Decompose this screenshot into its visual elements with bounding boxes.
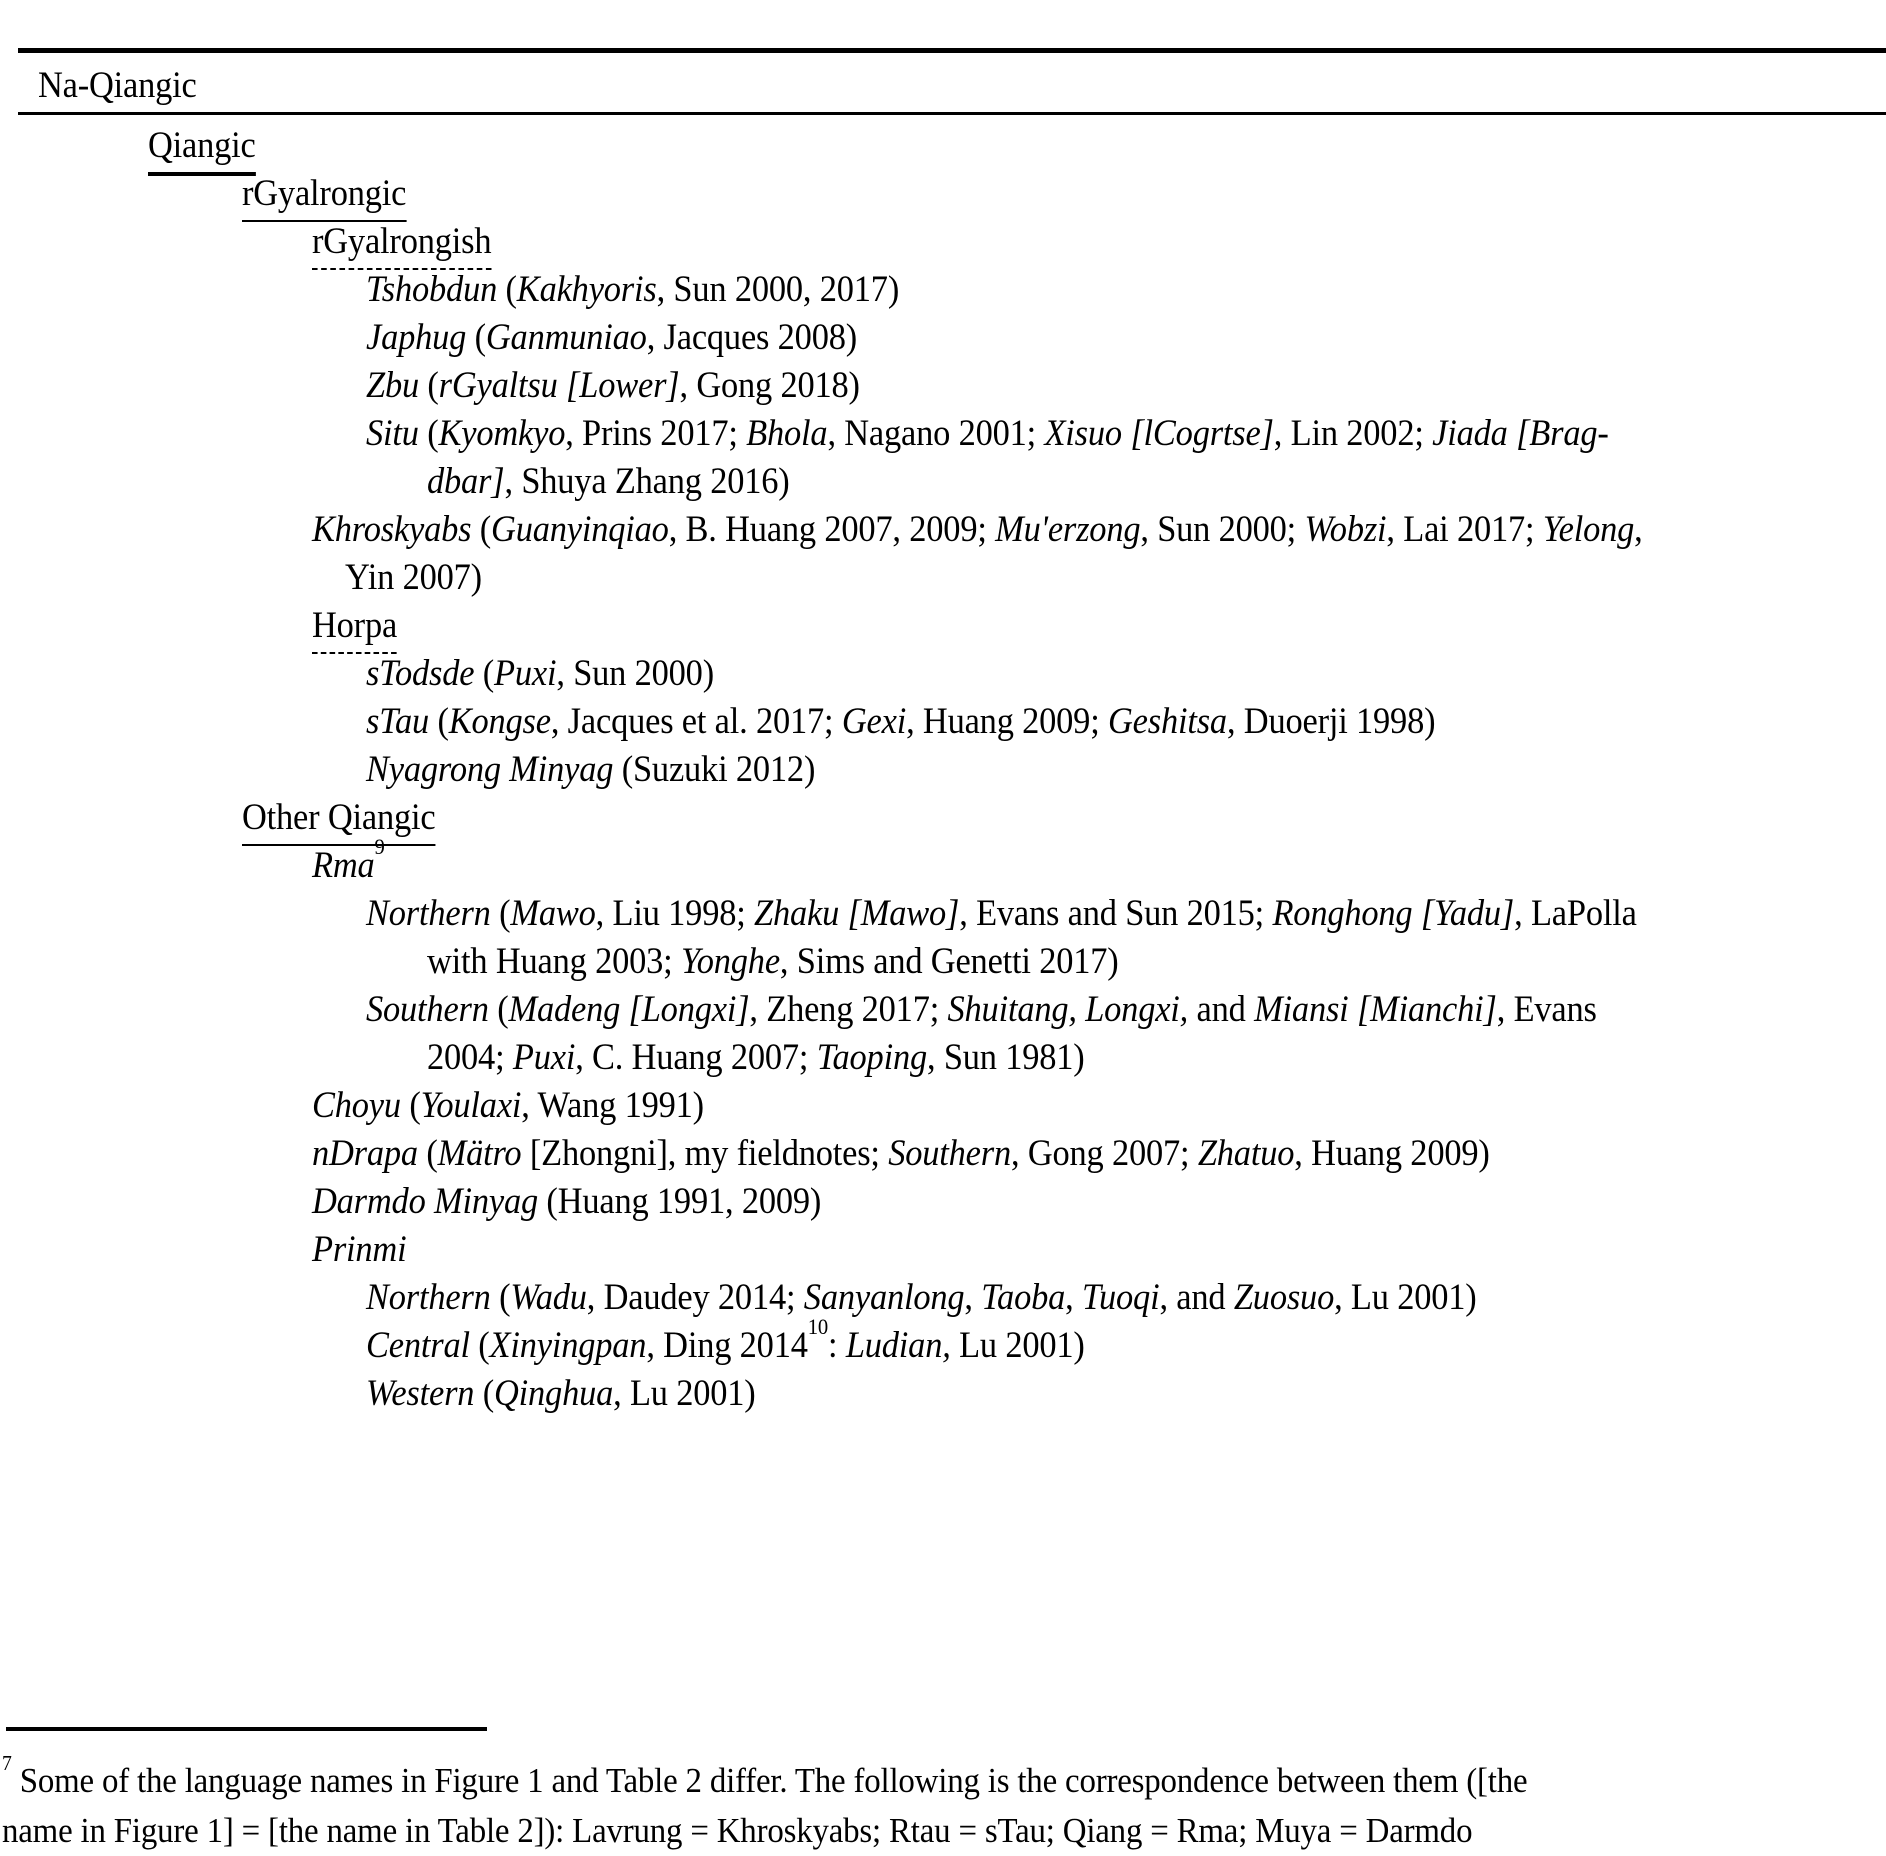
tree-row-group-other-qiangic <box>0 794 1886 842</box>
language-name: rGyaltsu [Lower] <box>438 365 680 406</box>
source-text: , <box>964 1277 982 1318</box>
language-name: Southern <box>888 1133 1011 1174</box>
tree-row-lang-nyagrong-minyag <box>0 746 1886 794</box>
source-text: , Huang 2009) <box>1294 1133 1490 1174</box>
language-name: Mawo <box>510 893 596 934</box>
source-text: , Nagano 2001; <box>827 413 1045 454</box>
tree-row-lang-khroskyabs-continuation <box>0 554 1886 602</box>
footnote-text <box>2 1750 1528 1806</box>
tree-row-text <box>366 698 1435 746</box>
language-name: Youlaxi <box>420 1085 522 1126</box>
group-heading <box>148 122 256 176</box>
language-name: Khroskyabs <box>312 509 472 550</box>
tree-row-lang-khroskyabs <box>0 506 1886 554</box>
source-text: , Shuya Zhang 2016) <box>504 461 790 502</box>
language-name: Miansi [Mianchi] <box>1254 989 1497 1030</box>
language-name: dbar] <box>427 461 505 502</box>
tree-row-text <box>366 890 1637 938</box>
tree-row-group-rgyalrongish <box>0 218 1886 266</box>
source-text: rGyalrongic <box>242 173 407 214</box>
language-name: Nyagrong Minyag <box>366 749 614 790</box>
language-name: Mu'erzong <box>995 509 1141 550</box>
group-heading <box>312 602 397 654</box>
source-text: , B. Huang 2007, 2009; <box>668 509 996 550</box>
source-text: with Huang 2003; <box>427 941 681 982</box>
language-name: Gexi <box>841 701 907 742</box>
source-text: , Ding 2014 <box>646 1325 808 1366</box>
source-text: ( <box>418 365 439 406</box>
source-text: Some of the language names in Figure 1 and Table 2 differ. The following is the correspondence between them ([the <box>11 1761 1528 1800</box>
language-name: Xisuo [lCogrtse] <box>1044 413 1274 454</box>
language-name: Wadu <box>510 1277 587 1318</box>
tree-row-group-rgyalrongic <box>0 170 1886 218</box>
tree-row-text <box>312 1226 406 1274</box>
source-text: ( <box>400 1085 421 1126</box>
tree-row-lang-situ-continuation <box>0 458 1886 506</box>
tree-row-lang-prinmi-western <box>0 1370 1886 1418</box>
tree-row-text <box>427 1034 1085 1082</box>
tree-row-lang-prinmi-northern <box>0 1274 1886 1322</box>
language-name: Northern <box>366 893 491 934</box>
source-text: , Sims and Genetti 2017) <box>779 941 1119 982</box>
source-text: , Lin 2002; <box>1273 413 1433 454</box>
source-text: (Suzuki 2012) <box>613 749 816 790</box>
tree-row-lang-rma-southern <box>0 986 1886 1034</box>
language-name: Zhaku [Mawo] <box>754 893 960 934</box>
language-name: Southern <box>366 989 489 1030</box>
footnote-7-line-1 <box>2 1750 1886 1806</box>
footnotes-block <box>2 1750 1886 1856</box>
source-text: ( <box>474 1373 494 1414</box>
source-text: ( <box>490 1277 511 1318</box>
source-text: ( <box>418 413 439 454</box>
tree-row-lang-rma-southern-continuation <box>0 1034 1886 1082</box>
source-text: , Sun 2000) <box>556 653 714 694</box>
source-text: Na-Qiangic <box>38 65 197 106</box>
language-name: Ronghong [Yadu] <box>1272 893 1515 934</box>
tree-row-group-qiangic <box>0 122 1886 170</box>
language-name: Choyu <box>312 1085 401 1126</box>
tree-row-text <box>366 410 1609 458</box>
language-name: Puxi <box>512 1037 576 1078</box>
source-text: , Lu 2001) <box>613 1373 756 1414</box>
source-text: [Zhongni], my fieldnotes; <box>521 1133 889 1174</box>
source-text: and <box>1188 989 1255 1030</box>
tree-row-text <box>345 554 482 602</box>
language-name: Wobzi <box>1304 509 1387 550</box>
language-name: Puxi <box>494 653 557 694</box>
table-top-border <box>18 48 1886 53</box>
language-name: Bhola <box>746 413 828 454</box>
tree-row-text <box>366 314 857 362</box>
language-name: Tshobdun <box>366 269 498 310</box>
source-text: , Evans <box>1496 989 1597 1030</box>
tree-row-lang-rma-northern <box>0 890 1886 938</box>
source-text: , Gong 2018) <box>679 365 860 406</box>
tree-row-text <box>366 746 815 794</box>
tree-row-lang-japhug <box>0 314 1886 362</box>
source-text: , Lu 2001) <box>1334 1277 1477 1318</box>
language-name: Mätro <box>437 1133 522 1174</box>
source-text: Other Qiangic <box>242 797 436 838</box>
tree-row-text <box>427 938 1119 986</box>
tree-row-group-na-qiangic <box>0 62 1886 110</box>
source-text: ( <box>490 893 511 934</box>
source-text: ( <box>469 1325 490 1366</box>
source-text: ( <box>466 317 486 358</box>
source-text: , Sun 2000; <box>1140 509 1305 550</box>
language-name: Madeng [Longxi] <box>508 989 750 1030</box>
language-name: Zuosuo <box>1233 1277 1335 1318</box>
language-name: sTodsde <box>366 653 475 694</box>
footnote-marker: 10 <box>807 1313 829 1339</box>
footnote-separator-line <box>6 1727 487 1731</box>
tree-row-lang-tshobdun <box>0 266 1886 314</box>
tree-row-text <box>312 506 1643 554</box>
source-text: , Sun 1981) <box>926 1037 1085 1078</box>
source-text: , Wang 1991) <box>521 1085 704 1126</box>
source-text: Lu 2001) <box>950 1325 1085 1366</box>
language-name: Zbu <box>366 365 419 406</box>
tree-row-lang-ndrapa <box>0 1130 1886 1178</box>
source-text: Qiangic <box>148 125 256 166</box>
tree-row-text <box>366 1370 756 1418</box>
tree-row-text <box>312 1082 704 1130</box>
source-text: ( <box>471 509 492 550</box>
source-text: , and <box>1159 1277 1234 1318</box>
source-text: , Sun 2000, 2017) <box>656 269 900 310</box>
language-name: Central <box>366 1325 470 1366</box>
language-name: Kakhyoris <box>516 269 657 310</box>
source-text: , <box>1065 1277 1082 1318</box>
source-text: name in Figure 1] = [the name in Table 2]): Lavrung = Khroskyabs; Rtau = sTau; Qiang = Rma; Muya = Darmdo <box>2 1811 1473 1850</box>
source-text: , Lai 2017; <box>1386 509 1543 550</box>
source-text: , Prins 2017; <box>565 413 747 454</box>
source-text: , <box>1634 509 1643 550</box>
source-text: ( <box>488 989 509 1030</box>
footnote-text <box>2 1806 1472 1856</box>
source-text: ( <box>429 701 449 742</box>
group-heading <box>312 218 491 270</box>
language-name: Rma <box>312 845 375 886</box>
tree-row-text <box>366 1313 1085 1370</box>
source-text: , Gong 2007; <box>1010 1133 1198 1174</box>
language-name: Kongse <box>448 701 551 742</box>
source-text: ( <box>417 1133 438 1174</box>
tree-row-text <box>366 1274 1477 1322</box>
source-text: , Zheng 2017; <box>749 989 948 1030</box>
tree-row-text <box>312 833 385 890</box>
language-name: Western <box>366 1373 475 1414</box>
source-text: ( <box>474 653 495 694</box>
language-name: Japhug <box>366 317 467 358</box>
language-name: nDrapa <box>312 1133 418 1174</box>
language-name: Sanyanlong <box>803 1277 965 1318</box>
group-heading <box>38 62 197 114</box>
language-name: Ludian, <box>845 1325 951 1366</box>
source-text: 2004; <box>427 1037 513 1078</box>
language-name: Taoping <box>816 1037 927 1078</box>
tree-row-lang-rma <box>0 833 1886 890</box>
tree-row-lang-choyu <box>0 1082 1886 1130</box>
tree-row-lang-prinmi-central <box>0 1313 1886 1370</box>
group-heading <box>242 794 435 846</box>
tree-row-text <box>366 266 899 314</box>
source-text: (Huang 1991, 2009) <box>538 1181 822 1222</box>
footnote-marker: 9 <box>374 833 385 859</box>
source-text: , Duoerji 1998) <box>1226 701 1436 742</box>
tree-row-text <box>427 458 790 506</box>
footnote-marker: 7 <box>2 1750 12 1775</box>
tree-row-lang-zbu <box>0 362 1886 410</box>
language-name: Taoba <box>981 1277 1066 1318</box>
language-name: Northern <box>366 1277 491 1318</box>
source-text: , C. Huang 2007; <box>575 1037 817 1078</box>
source-text: , Huang 2009; <box>906 701 1108 742</box>
tree-row-text <box>366 986 1597 1034</box>
tree-row-lang-rma-northern-continuation <box>0 938 1886 986</box>
language-name: Qinghua <box>493 1373 614 1414</box>
language-name: Geshitsa <box>1107 701 1227 742</box>
tree-row-lang-stodsde <box>0 650 1886 698</box>
language-name: sTau <box>366 701 430 742</box>
tree-row-text <box>366 650 714 698</box>
source-text: ( <box>497 269 517 310</box>
language-name: Shuitang, Longxi, <box>947 989 1189 1030</box>
source-text: , Evans and Sun 2015; <box>959 893 1273 934</box>
language-name: Guanyinqiao <box>491 509 669 550</box>
tree-row-group-horpa <box>0 602 1886 650</box>
tree-row-text <box>312 1178 821 1226</box>
tree-row-lang-situ <box>0 410 1886 458</box>
tree-row-lang-darmdo-minyag <box>0 1178 1886 1226</box>
source-text: rGyalrongish <box>312 221 492 262</box>
language-name: Yonghe <box>680 941 780 982</box>
language-name: Yelong <box>1542 509 1635 550</box>
source-text: Horpa <box>312 605 398 646</box>
source-text: , Liu 1998; <box>595 893 755 934</box>
language-name: Jiada [Brag- <box>1432 413 1609 454</box>
tree-row-text <box>312 1130 1490 1178</box>
language-name: Kyomkyo <box>438 413 566 454</box>
language-name: Zhatuo <box>1197 1133 1295 1174</box>
language-classification-tree <box>0 62 1886 1418</box>
source-text: : <box>828 1325 846 1366</box>
group-heading <box>242 170 406 222</box>
source-text: Yin 2007) <box>345 557 482 598</box>
language-name: Prinmi <box>312 1229 407 1270</box>
tree-row-text <box>366 362 860 410</box>
language-name: Situ <box>366 413 419 454</box>
language-name: Tuoqi <box>1081 1277 1160 1318</box>
tree-row-lang-prinmi <box>0 1226 1886 1274</box>
source-text: , Jacques 2008) <box>646 317 858 358</box>
source-text: , Daudey 2014; <box>586 1277 804 1318</box>
source-text: , LaPolla <box>1514 893 1637 934</box>
language-name: Darmdo Minyag <box>312 1181 539 1222</box>
language-name: Xinyingpan <box>489 1325 647 1366</box>
tree-row-lang-stau <box>0 698 1886 746</box>
footnote-7-line-2 <box>2 1806 1886 1856</box>
source-text: , Jacques et al. 2017; <box>550 701 842 742</box>
language-name: Ganmuniao <box>485 317 647 358</box>
